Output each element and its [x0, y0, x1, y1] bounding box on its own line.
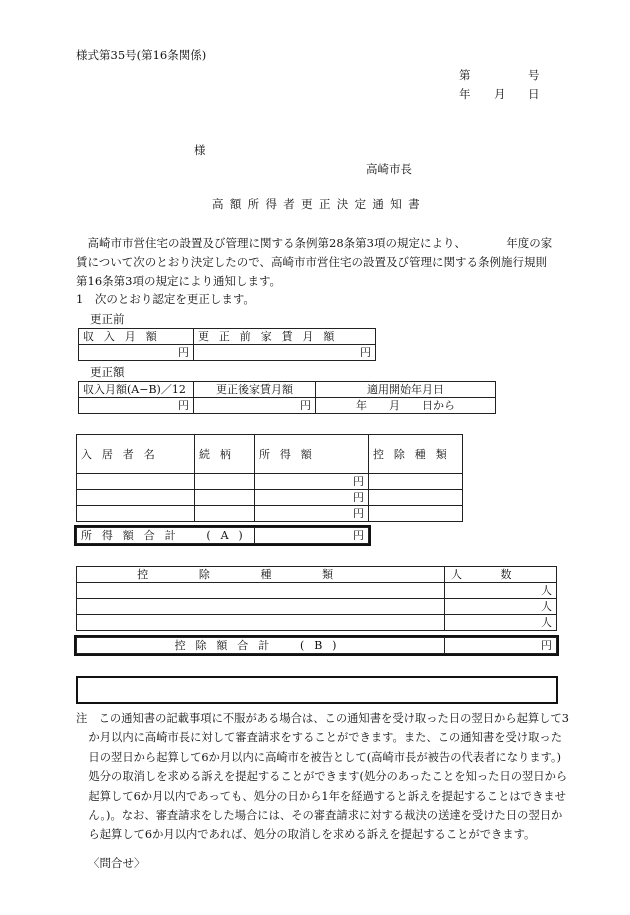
blank-box	[76, 676, 558, 704]
income-unit: 円	[255, 506, 369, 522]
start-date-header: 適用開始年月日	[316, 382, 496, 398]
before-rent-header: 更正前家賃月額	[194, 329, 376, 345]
table-row	[77, 506, 463, 522]
relation-header: 続柄	[195, 435, 255, 474]
deduction-total-table	[76, 637, 557, 654]
table-row	[77, 583, 557, 599]
resident-name-header: 入居者名	[77, 435, 195, 474]
income-unit: 円	[255, 490, 369, 506]
issuer: 高崎市長	[366, 162, 412, 176]
table-row	[77, 474, 463, 490]
number-suffix: 号	[528, 68, 540, 82]
before-income-header: 収入月額	[79, 329, 194, 345]
income-total-cell: 円	[255, 528, 369, 544]
before-table	[78, 328, 376, 361]
income-amount-header: 所得額	[255, 435, 369, 474]
item-1: 1 次のとおり認定を更正します。	[76, 292, 255, 306]
table-row	[77, 490, 463, 506]
table-row	[77, 615, 557, 631]
form-number: 様式第35号(第16条関係)	[76, 48, 207, 62]
before-rent-cell: 円	[194, 345, 376, 361]
inquiry-label: 〈問合せ〉	[88, 856, 146, 870]
after-label: 更正額	[90, 365, 125, 379]
person-unit: 人	[445, 599, 557, 615]
addressee-suffix: 様	[194, 143, 206, 157]
deduction-table	[76, 566, 557, 631]
person-unit: 人	[445, 583, 557, 599]
page-title: 高額所得者更正決定通知書	[212, 197, 426, 211]
deduction-total-label: 控除額合計 (B)	[77, 638, 445, 654]
deduction-type-header: 控除種類	[77, 567, 445, 583]
after-income-cell: 円	[79, 398, 194, 414]
deduction-type-header: 控除種類	[369, 435, 463, 474]
person-count-header: 人数	[445, 567, 557, 583]
income-total-label: 所得額合計 (A)	[77, 528, 255, 544]
after-table	[78, 381, 496, 414]
deduction-total-cell: 円	[445, 638, 557, 654]
intro-paragraph: 高崎市市営住宅の設置及び管理に関する条例第28条第3項の規定により、 年度の家賃について次のとおり決定したので、高崎市市営住宅の設置及び管理に関する条例施行規則第16条第3項の規定により通知します。	[76, 236, 553, 288]
income-total-table	[76, 527, 369, 544]
before-label: 更正前	[90, 312, 125, 326]
start-date-cell: 年 月 日から	[316, 398, 496, 414]
note-paragraph: 注 この通知書の記載事項に不服がある場合は、この通知書を受け取った日の翌日から起算して3か月以内に高崎市長に対して審査請求をすることができます。また、この通知書を受け取った日の翌日から起算して6か月以内に高崎市を被告として(高崎市長が被告の代表者になります。)処分の取消しを求める訴えを提起することができます(処分のあったことを知った日の翌日から起算して6か月以内であっても、処分の日から1年を経過すると訴えを提起することはできません。)。なお、審査請求をした場合には、その審査請求に対する裁決の送達を受けた日の翌日から起算して6か月以内であれば、処分の取消しを求める訴えを提起することができます。	[76, 712, 569, 842]
number-prefix: 第	[459, 68, 471, 82]
person-unit: 人	[445, 615, 557, 631]
table-row	[77, 599, 557, 615]
income-table	[76, 434, 463, 522]
after-income-header: 収入月額(A−B)／12	[79, 382, 194, 398]
after-rent-cell: 円	[194, 398, 316, 414]
date-day: 日	[528, 87, 540, 101]
after-rent-header: 更正後家賃月額	[194, 382, 316, 398]
before-income-cell: 円	[79, 345, 194, 361]
date-year: 年	[459, 87, 471, 101]
date-month: 月	[494, 87, 506, 101]
income-unit: 円	[255, 474, 369, 490]
